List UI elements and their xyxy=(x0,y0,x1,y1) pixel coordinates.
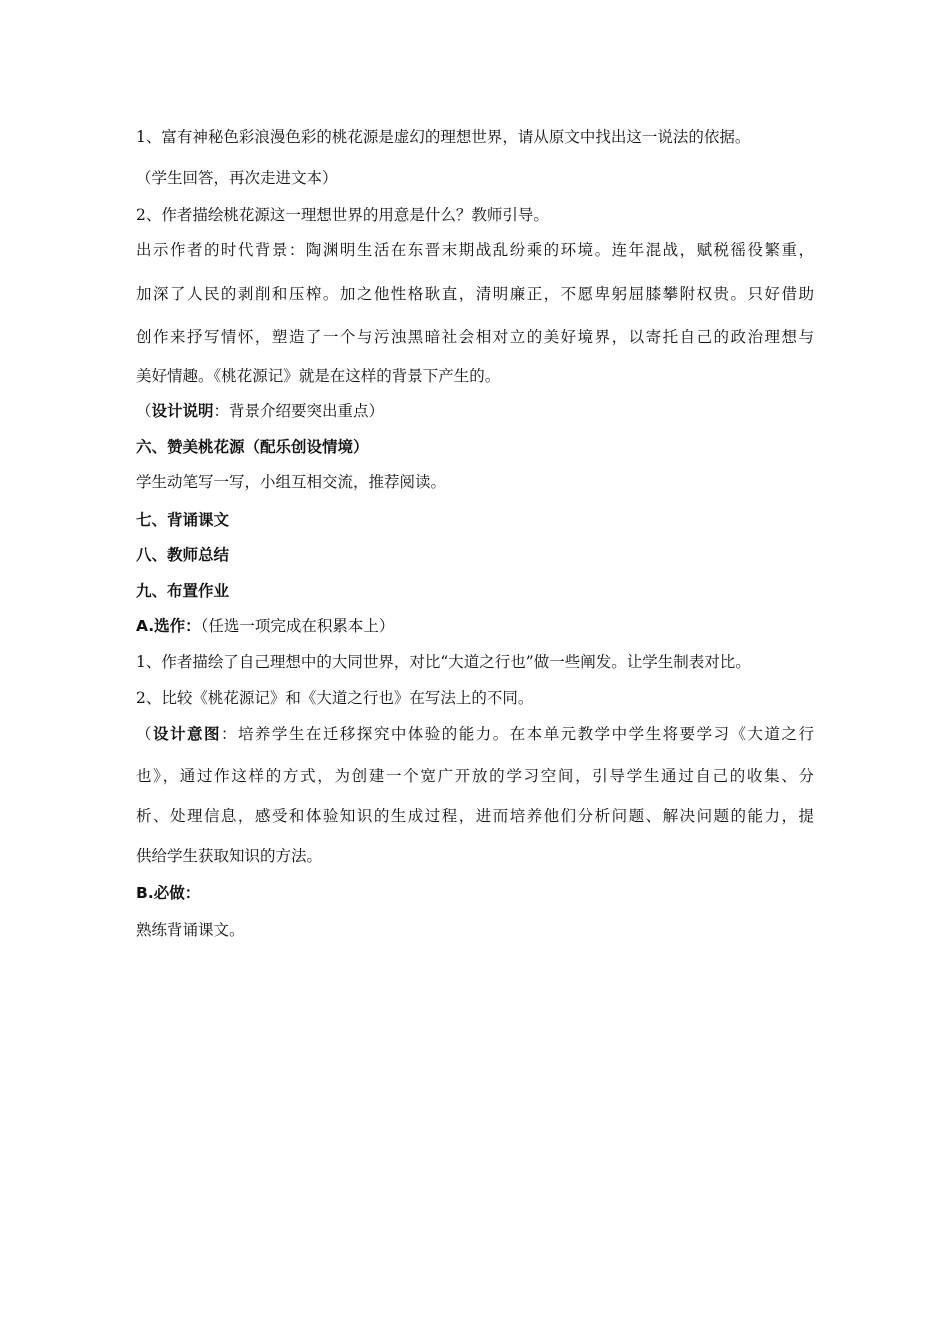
required-text: 熟练背诵课文。 xyxy=(136,921,245,939)
background-line-1: 出示作者的时代背景：陶渊明生活在东晋末期战乱纷乘的环境。连年混战，赋税徭役繁重， xyxy=(136,241,814,259)
question-2: 2、作者描绘桃花源这一理想世界的用意是什么？教师引导。 xyxy=(136,206,549,224)
optional-label: A.选作： xyxy=(136,617,201,635)
design-intent-text-1: ：培养学生在迁移探究中体验的能力。在本单元教学中学生将要学习《大道之行 xyxy=(220,725,814,743)
section-9-heading: 九、布置作业 xyxy=(136,582,230,600)
optional-homework xyxy=(136,616,394,636)
design-note-text: ：背景介绍要突出重点） xyxy=(213,402,385,420)
question-1: 1、富有神秘色彩浪漫色彩的桃花源是虚幻的理想世界，请从原文中找出这一说法的依据。 xyxy=(136,128,751,146)
section-7-heading: 七、背诵课文 xyxy=(136,511,230,529)
homework-item-1: 1、作者描绘了自己理想中的大同世界，对比“大道之行也”做一些阐发。让学生制表对比。 xyxy=(136,653,751,671)
optional-text: （任选一项完成在积累本上） xyxy=(200,617,395,635)
design-intent-label: 设计意图 xyxy=(153,725,221,743)
required-label: B.必做： xyxy=(136,884,201,902)
section-6-text: 学生动笔写一写，小组互相交流，推荐阅读。 xyxy=(136,473,447,491)
design-intent-line-3: 析、处理信息，感受和体验知识的生成过程，进而培养他们分析问题、解决问题的能力，提 xyxy=(136,807,814,825)
section-6-heading: 六、赞美桃花源（配乐创设情境） xyxy=(136,438,369,456)
design-note-label: 设计说明 xyxy=(151,402,214,420)
section-8-heading: 八、教师总结 xyxy=(136,546,230,564)
design-intent-line-2: 也》，通过作这样的方式，为创建一个宽广开放的学习空间，引导学生通过自己的收集、分 xyxy=(136,767,814,785)
design-intent-open: （ xyxy=(136,725,153,743)
student-answer-note: （学生回答，再次走进文本） xyxy=(136,169,338,187)
design-intent-line-1 xyxy=(136,724,814,744)
background-line-2: 加深了人民的剥削和压榨。加之他性格耿直，清明廉正，不愿卑躬屈膝攀附权贵。只好借助 xyxy=(136,285,814,303)
background-line-3: 创作来抒写情怀，塑造了一个与污浊黑暗社会相对立的美好境界，以寄托自己的政治理想与 xyxy=(136,328,814,346)
homework-item-2: 2、比较《桃花源记》和《大道之行也》在写法上的不同。 xyxy=(136,689,534,707)
design-intent-line-4: 供给学生获取知识的方法。 xyxy=(136,847,323,865)
design-note-open: （ xyxy=(136,402,152,420)
background-line-4: 美好情趣。《桃花源记》就是在这样的背景下产生的。 xyxy=(136,367,501,385)
design-note xyxy=(136,401,384,421)
